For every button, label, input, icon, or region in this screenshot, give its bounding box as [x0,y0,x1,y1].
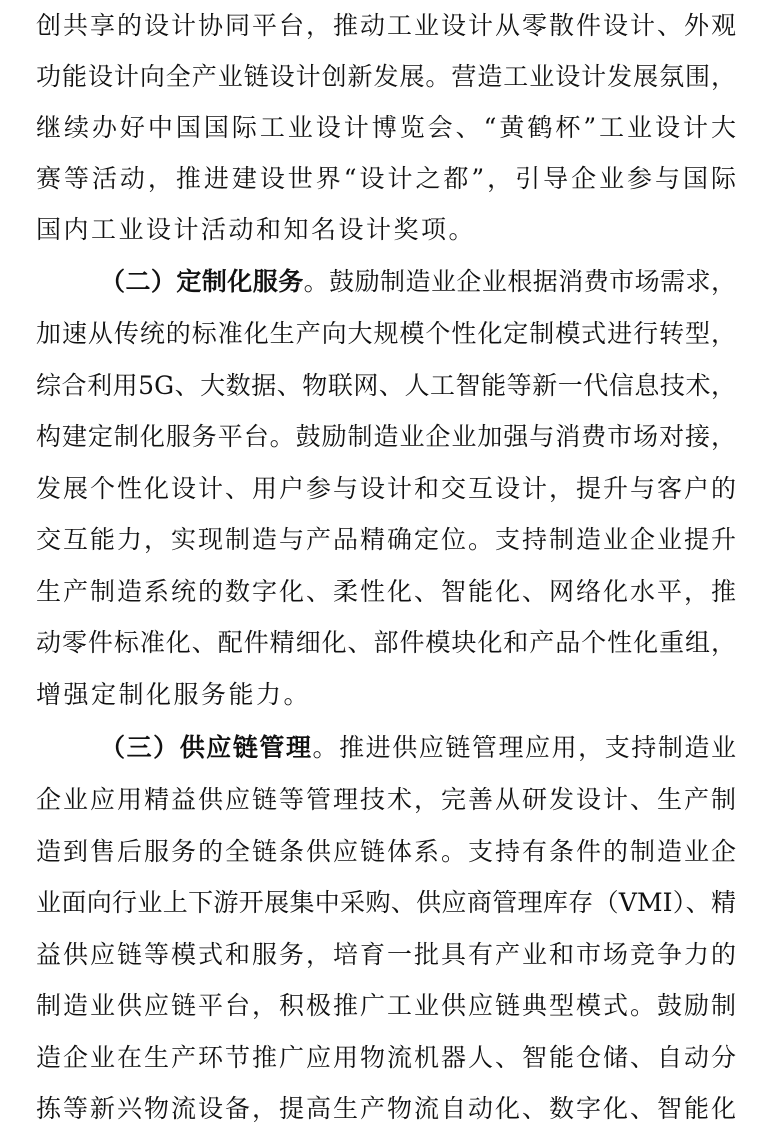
paragraph-line: 增强定制化服务能力。 [36,680,312,709]
document-page [36,0,736,1140]
paragraph-line: 功能设计向全产业链设计创新发展。营造工业设计发展氛围， [36,62,736,91]
paragraph-line: 加速从传统的标准化生产向大规模个性化定制模式进行转型， [36,319,736,348]
paragraph-line: 生产制造系统的数字化、柔性化、智能化、网络化水平，推 [36,577,736,606]
section-heading: （三）供应链管理 [100,733,313,762]
section-first-line [36,722,736,774]
paragraph-line: 继续办好中国国际工业设计博览会、“黄鹤杯”工业设计大 [36,113,736,142]
paragraph-line: 赛等活动，推进建设世界“设计之都”，引导企业参与国际 [36,164,736,193]
paragraph-line: 制造业供应链平台，积极推广工业供应链典型模式。鼓励制 [36,991,736,1020]
paragraph-line: 交互能力，实现制造与产品精确定位。支持制造业企业提升 [36,525,736,554]
paragraph-line: 综合利用5G、大数据、物联网、人工智能等新一代信息技术， [36,371,736,400]
section-first-line-text: 。推进供应链管理应用，支持制造业 [312,733,736,762]
paragraph-line: 益供应链等模式和服务，培育一批具有产业和市场竞争力的 [36,940,736,969]
paragraph-line: 动零件标准化、配件精细化、部件模块化和产品个性化重组， [36,628,736,657]
paragraph-line: 拣等新兴物流设备，提高生产物流自动化、数字化、智能化 [36,1094,736,1123]
paragraph-line: 构建定制化服务平台。鼓励制造业企业加强与消费市场对接， [36,422,736,451]
paragraph-line: 国内工业设计活动和知名设计奖项。 [36,215,477,244]
paragraph-line: 发展个性化设计、用户参与设计和交互设计，提升与客户的 [36,474,736,503]
paragraph-line: 造到售后服务的全链条供应链体系。支持有条件的制造业企 [36,837,736,866]
paragraph-line: 业面向行业上下游开展集中采购、供应商管理库存（VMI）、精 [36,888,736,917]
paragraph-line: 企业应用精益供应链等管理技术，完善从研发设计、生产制 [36,785,736,814]
section-first-line [36,256,736,308]
paragraph-line: 造企业在生产环节推广应用物流机器人、智能仓储、自动分 [36,1043,736,1072]
paragraph-line: 创共享的设计协同平台，推动工业设计从零散件设计、外观 [36,11,736,40]
section-first-line-text: 。鼓励制造业企业根据消费市场需求， [303,267,736,296]
section-heading: （二）定制化服务 [100,267,304,296]
